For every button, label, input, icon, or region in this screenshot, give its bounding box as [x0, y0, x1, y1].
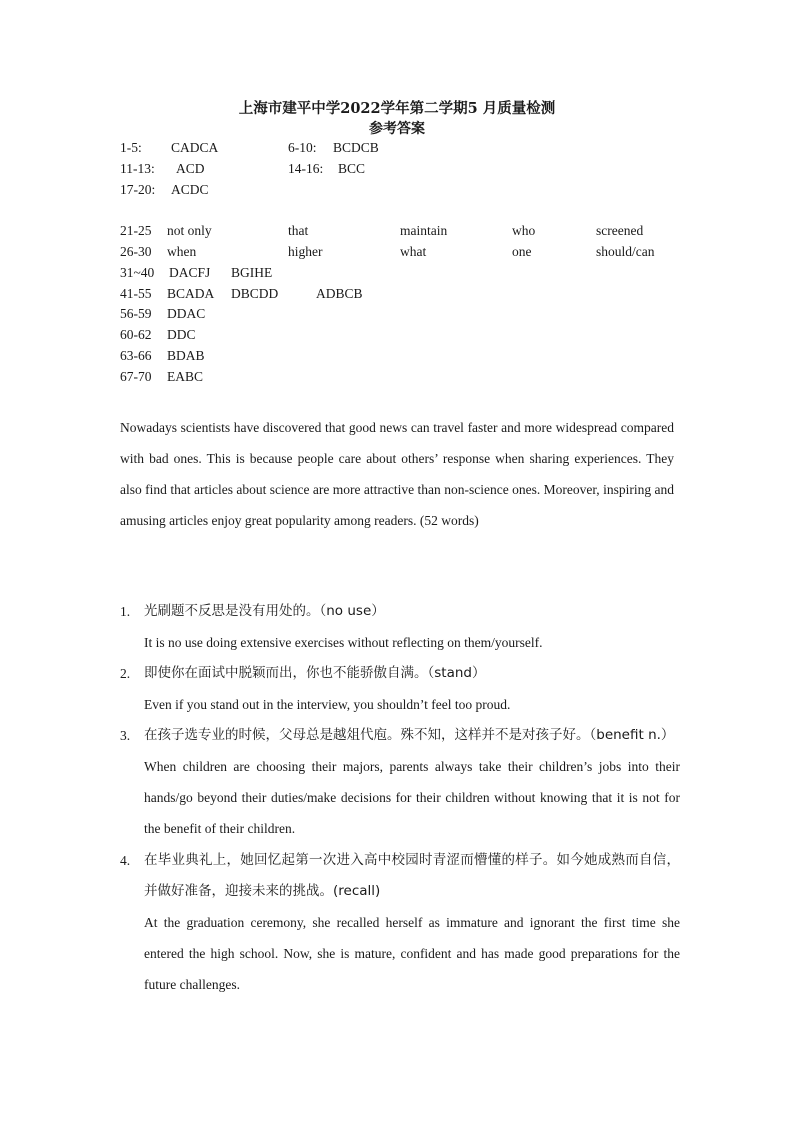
answer-range: 11-13: [120, 161, 155, 176]
answer-key: BDAB [167, 348, 205, 363]
answer-key: DDAC [167, 306, 206, 321]
translation-item [120, 845, 680, 1000]
english-answer: At the graduation ceremony, she recalled herself as immature and ignorant the first time she entered the high school. Now, she is mature, confident and has made good preparations for the future challenges. [144, 915, 680, 992]
answer-row [0, 138, 794, 158]
translation-item [120, 720, 680, 844]
answer-range: 60-62 [120, 327, 152, 342]
answer-row [0, 180, 794, 200]
answer-row [0, 242, 794, 262]
answer-key: DACFJ [169, 265, 211, 280]
answer-word: should/can [596, 244, 655, 259]
answer-range: 41-55 [120, 286, 152, 301]
answer-word: when [167, 244, 197, 259]
answer-word: who [512, 223, 536, 238]
answer-range: 21-25 [120, 223, 152, 238]
answer-range: 67-70 [120, 369, 152, 384]
chinese-prompt: 即使你在面试中脱颖而出，你也不能骄傲自满。（stand） [144, 665, 486, 681]
answer-row [0, 304, 794, 324]
answer-key: BCDCB [333, 140, 379, 155]
chinese-prompt: 光刷题不反思是没有用处的。（no use） [144, 603, 385, 619]
answer-range: 31~40 [120, 265, 155, 280]
answer-row [0, 263, 794, 283]
answer-range: 14-16: [288, 161, 324, 176]
item-number: 2. [120, 666, 131, 681]
answer-row [0, 159, 794, 179]
answer-key: DBCDD [231, 286, 279, 301]
answer-row [0, 325, 794, 345]
answer-key: ADBCB [316, 286, 363, 301]
translation-item [120, 596, 680, 658]
item-number: 4. [120, 853, 131, 868]
page-subtitle: 参考答案 [369, 121, 425, 137]
answer-key: ACD [176, 161, 205, 176]
answer-row [0, 221, 794, 241]
page-title: 上海市建平中学2022学年第二学期5 月质量检测 [238, 100, 556, 117]
english-answer: It is no use doing extensive exercises without reflecting on them/yourself. [144, 635, 543, 650]
english-answer: When children are choosing their majors, parents always take their children’s jobs into their hands/go beyond their duties/make decisions for their children without knowing that it is not for the benefit of their children. [144, 759, 680, 836]
answer-key: EABC [167, 369, 204, 384]
answer-word: one [512, 244, 532, 259]
answer-range: 56-59 [120, 306, 152, 321]
answer-word: screened [596, 223, 644, 238]
answer-row [0, 284, 794, 304]
answer-range: 17-20: [120, 182, 156, 197]
answer-key: BCADA [167, 286, 215, 301]
answer-key: CADCA [171, 140, 219, 155]
answer-word: maintain [400, 223, 448, 238]
answer-row [0, 367, 794, 387]
answer-range: 26-30 [120, 244, 152, 259]
answer-range: 1-5: [120, 140, 142, 155]
english-answer: Even if you stand out in the interview, you shouldn’t feel too proud. [144, 697, 511, 712]
answer-key: BCC [338, 161, 366, 176]
answer-row [0, 346, 794, 366]
answer-word: that [288, 223, 309, 238]
answer-word: higher [288, 244, 323, 259]
summary-paragraph: Nowadays scientists have discovered that good news can travel faster and more widespread compared with bad ones. This is because people care about others’ response when sharing experiences. They also find that articles about science are more attractive than non-science ones. Moreover, inspiring and amusing articles enjoy great popularity among readers. (52 words) [120, 420, 674, 528]
item-number: 1. [120, 604, 131, 619]
answer-key: DDC [167, 327, 196, 342]
chinese-prompt: 在孩子选专业的时候，父母总是越俎代庖。殊不知，这样并不是对孩子好。（benefit n.） [144, 727, 675, 743]
answer-key: ACDC [171, 182, 209, 197]
translation-item [120, 658, 680, 720]
answer-range: 63-66 [120, 348, 152, 363]
answer-range: 6-10: [288, 140, 317, 155]
answer-word: not only [167, 223, 212, 238]
chinese-prompt: 在毕业典礼上，她回忆起第一次进入高中校园时青涩而懵懂的样子。如今她成熟而自信，并做好准备，迎接未来的挑战。(recall) [144, 852, 680, 899]
answer-word: what [400, 244, 427, 259]
item-number: 3. [120, 728, 131, 743]
answer-key: BGIHE [231, 265, 273, 280]
